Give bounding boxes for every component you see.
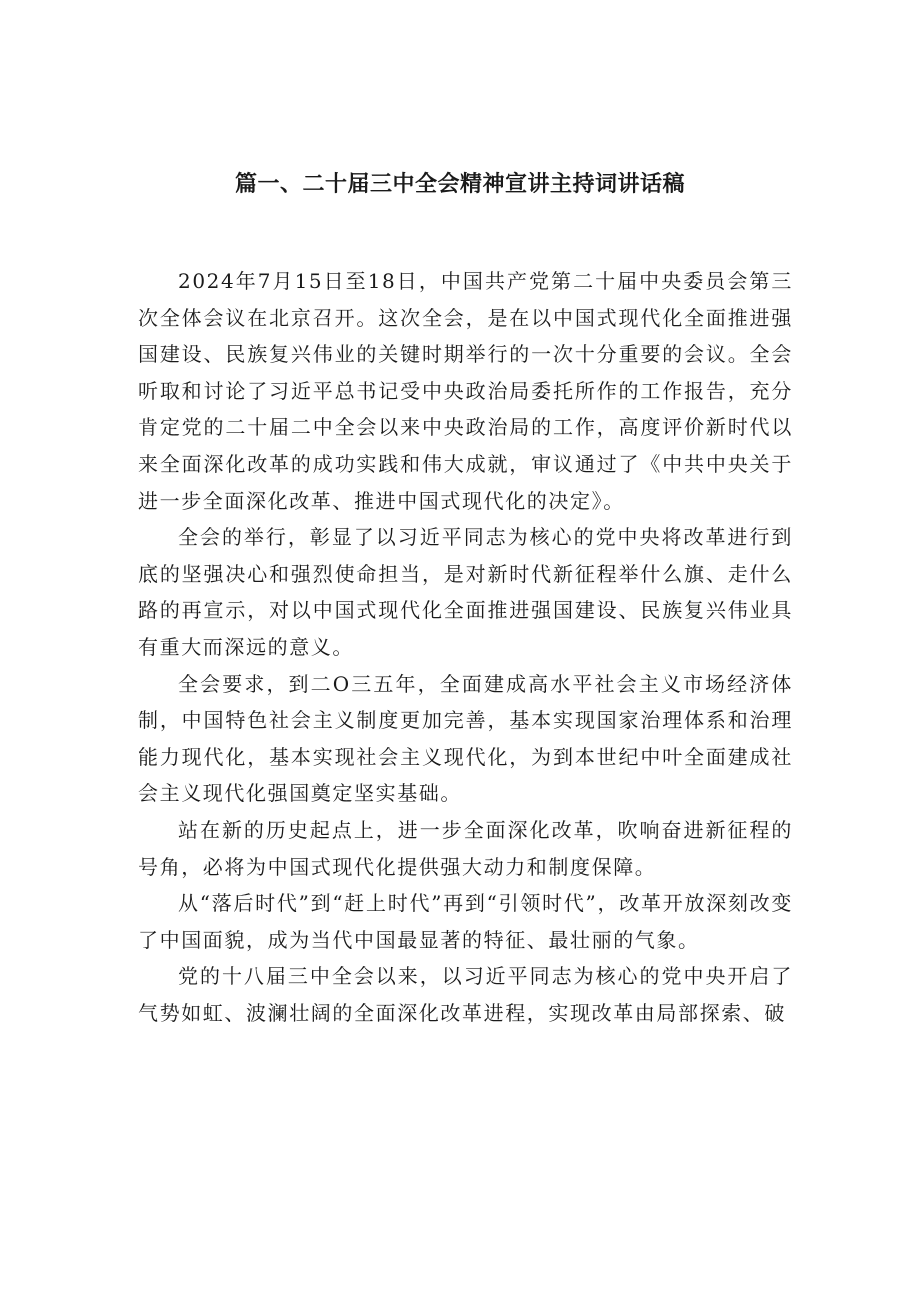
- paragraph-4: 站在新的历史起点上，进一步全面深化改革，吹响奋进新征程的号角，必将为中国式现代化提供强大动力和制度保障。: [138, 817, 793, 879]
- paragraph-3: 全会要求，到二O三五年，全面建成高水平社会主义市场经济体制，中国特色社会主义制度更加完善，基本实现国家治理体系和治理能力现代化，基本实现社会主义现代化，为到本世纪中叶全面建成社会主义现代化强国奠定坚实基础。: [138, 671, 793, 806]
- paragraph-5: 从“落后时代”到“赶上时代”再到“引领时代”，改革开放深刻改变了中国面貌，成为当代中国最显著的特征、最壮丽的气象。: [138, 891, 793, 952]
- document-title: 篇一、二十届三中全会精神宣讲主持词讲话稿: [234, 172, 685, 197]
- paragraph-1: 2024年7月15日至18日，中国共产党第二十届中央委员会第三次全体会议在北京召开。这次全会，是在以中国式现代化全面推进强国建设、民族复兴伟业的关键时期举行的一次十分重要的会议。全会听取和讨论了习近平总书记受中央政治局委托所作的工作报告，充分肯定党的二十届二中全会以来中央政治局的工作，高度评价新时代以来全面深化改革的成功实践和伟大成就，审议通过了《中共中央关于进一步全面深化改革、推进中国式现代化的决定》。: [138, 269, 793, 513]
- paragraph-2: 全会的举行，彰显了以习近平同志为核心的党中央将改革进行到底的坚强决心和强烈使命担当，是对新时代新征程举什么旗、走什么路的再宣示，对以中国式现代化全面推进强国建设、民族复兴伟业具有重大而深远的意义。: [138, 525, 793, 659]
- document-body: [138, 263, 793, 1031]
- paragraph-6: 党的十八届三中全会以来，以习近平同志为核心的党中央开启了气势如虹、波澜壮阔的全面深化改革进程，实现改革由局部探索、破: [138, 964, 793, 1025]
